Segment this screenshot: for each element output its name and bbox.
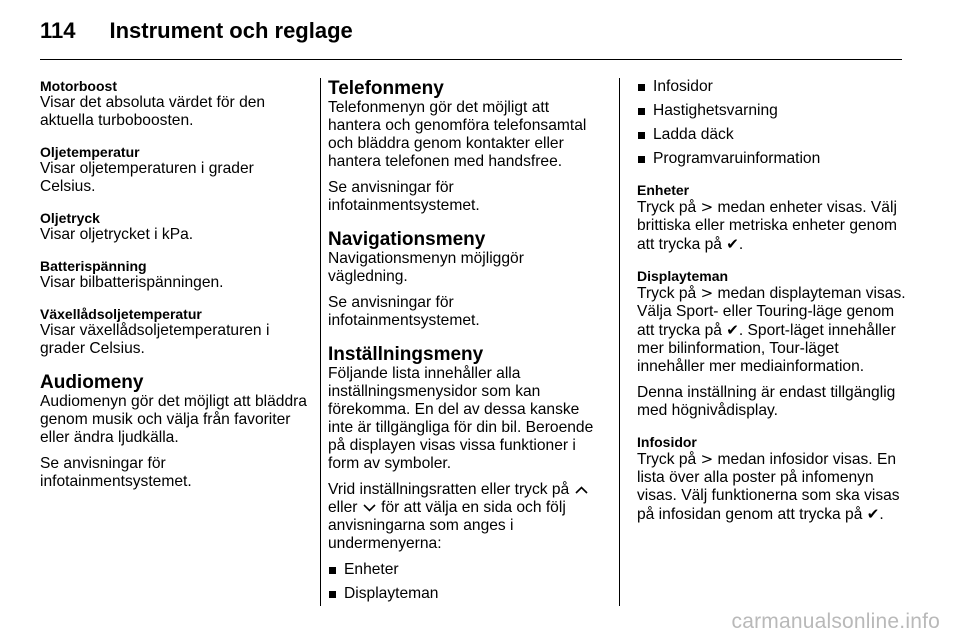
paragraph-with-icons: Tryck på > medan enheter visas. Välj brittiska eller metriska enheter genom att trycka på ✔. (637, 198, 898, 253)
column-divider-1 (320, 78, 321, 606)
paragraph: Telefonmenyn gör det möjligt att hantera och genomföra telefonsamtal och bläddra genom kontakter eller hantera telefonen med handsfree. (328, 99, 587, 170)
column-1 (40, 78, 308, 491)
section-telefonmeny (328, 78, 603, 215)
watermark: carmanualsonline.info (731, 610, 940, 633)
chevron-right-icon: > (700, 284, 714, 302)
subheading: Oljetemperatur (40, 144, 140, 160)
section-enheter (637, 182, 907, 254)
section-heading: Telefonmeny (328, 78, 444, 99)
paragraph: Visar oljetrycket i kPa. (40, 226, 194, 243)
paragraph: Se anvisningar för infotainmentsystemet. (328, 179, 480, 214)
paragraph: Se anvisningar för infotainmentsystemet. (328, 294, 480, 329)
section-heading: Navigationsmeny (328, 229, 486, 250)
chevron-right-icon: > (700, 450, 714, 468)
page-header (40, 18, 353, 48)
column-divider-2 (619, 78, 620, 606)
paragraph: Audiomenyn gör det möjligt att bläddra genom musik och välja från favoriter eller ändra ljudkälla. (40, 393, 307, 446)
paragraph: Visar det absoluta värdet för den aktuella turboboosten. (40, 94, 266, 129)
page-title: Instrument och reglage (109, 18, 353, 43)
chevron-right-icon: > (700, 198, 714, 216)
list-item: Enheter (328, 561, 603, 579)
subheading: Infosidor (637, 434, 697, 450)
text: eller (328, 499, 358, 516)
section-vaxelladsoljetemperatur (40, 306, 308, 358)
section-navigationsmeny (328, 229, 603, 330)
subheading: Motorboost (40, 78, 117, 94)
section-audiomeny (40, 372, 308, 491)
paragraph-with-icons: Tryck på > medan displayteman visas. Välja Sport- eller Touring-läge genom att trycka på ✔. Sport-läget innehåller mer bilinformation, Tour-läget innehåller mer mediainformation. (637, 284, 906, 375)
paragraph: Navigationsmenyn möjliggör vägledning. (328, 250, 524, 285)
section-displayteman (637, 268, 907, 420)
column-2 (328, 78, 603, 609)
section-heading: Audiomeny (40, 372, 144, 393)
list-item: Displayteman (328, 585, 603, 603)
bullet-list (637, 78, 907, 168)
bullet-square-icon (638, 132, 645, 139)
list-item: Hastighetsvarning (637, 102, 907, 120)
section-infosidor (637, 434, 907, 524)
paragraph: Denna inställning är endast tillgänglig med högnivådisplay. (637, 384, 896, 419)
paragraph-with-icons (328, 481, 603, 553)
paragraph: Följande lista innehåller alla inställningsmenysidor som kan förekomma. En del av dessa kanske inte är tillgängliga för din bil. Beroende på displayen visas vissa funktioner i form av symboler. (328, 365, 594, 472)
checkmark-icon: ✔ (726, 321, 739, 339)
section-batterispanning (40, 258, 308, 292)
bullet-list (328, 561, 603, 603)
column-3 (637, 78, 907, 524)
subheading: Växellådsoljetemperatur (40, 306, 202, 322)
header-divider (40, 59, 902, 60)
section-installningsmeny (328, 344, 603, 603)
bullet-square-icon (329, 591, 336, 598)
subheading: Oljetryck (40, 210, 100, 226)
section-oljetemperatur (40, 144, 308, 196)
checkmark-icon: ✔ (866, 505, 880, 523)
section-motorboost (40, 78, 308, 130)
list-item: Programvaruinformation (637, 150, 907, 168)
text: Vrid inställningsratten eller tryck på (328, 481, 570, 498)
subheading: Enheter (637, 182, 690, 198)
bullet-square-icon (329, 567, 336, 574)
subheading: Batterispänning (40, 258, 147, 274)
chevron-down-icon (362, 503, 377, 513)
list-item: Ladda däck (637, 126, 907, 144)
bullet-square-icon (638, 156, 645, 163)
section-heading: Inställningsmeny (328, 344, 484, 365)
checkmark-icon: ✔ (726, 235, 739, 253)
page-number: 114 (40, 18, 76, 43)
list-item: Infosidor (637, 78, 907, 96)
bullet-square-icon (638, 108, 645, 115)
section-oljetryck (40, 210, 308, 244)
paragraph: Se anvisningar för infotainmentsystemet. (40, 455, 192, 490)
text: för att välja en sida och följ anvisningarna som anges i undermenyerna: (328, 499, 566, 552)
subheading: Displayteman (637, 268, 729, 284)
bullet-square-icon (638, 84, 645, 91)
chevron-up-icon (574, 485, 589, 495)
paragraph: Visar oljetemperaturen i grader Celsius. (40, 160, 254, 195)
paragraph-with-icons: Tryck på > medan infosidor visas. En lista över alla poster på infomenyn visas. Välj funktionerna som ska visas på infosidan genom att trycka på ✔. (637, 450, 900, 523)
paragraph: Visar växellådsoljetemperaturen i grader Celsius. (40, 322, 270, 357)
paragraph: Visar bilbatterispänningen. (40, 274, 224, 291)
